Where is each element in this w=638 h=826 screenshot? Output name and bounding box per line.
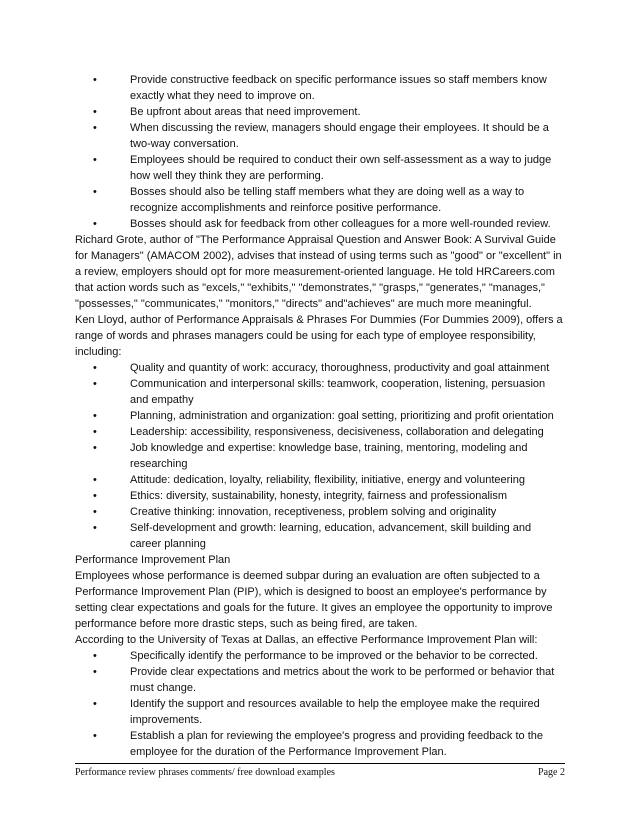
bullet-icon: • <box>93 106 97 118</box>
bullet-icon: • <box>93 362 97 374</box>
section-heading: Performance Improvement Plan <box>75 554 231 566</box>
bullet-icon: • <box>93 650 97 662</box>
lloyd-paragraph: Ken Lloyd, author of Performance Appraisals & Phrases For Dummies (For Dummies 2009), offers a range of words and phrases managers could be using for each type of employee responsibility, including: <box>75 314 563 358</box>
list-item: • Leadership: accessibility, responsiveness, decisiveness, collaboration and delegating <box>93 426 544 438</box>
pip-steps-list <box>75 648 565 760</box>
bullet-icon: • <box>93 410 97 422</box>
list-item: • Creative thinking: innovation, receptiveness, problem solving and originality <box>93 506 497 518</box>
bullet-icon: • <box>93 490 97 502</box>
bullet-icon: • <box>93 522 97 534</box>
list-item: • Be upfront about areas that need improvement. <box>93 106 361 118</box>
bullet-icon: • <box>93 666 97 678</box>
bullet-icon: • <box>93 426 97 438</box>
bullet-icon: • <box>93 442 97 454</box>
bullet-icon: • <box>93 698 97 710</box>
bullet-icon: • <box>93 506 97 518</box>
responsibility-phrases-list <box>75 360 565 552</box>
bullet-icon: • <box>93 474 97 486</box>
list-item: • Specifically identify the performance to be improved or the behavior to be corrected. <box>93 650 538 662</box>
footer-title: Performance review phrases comments/ free download examples <box>75 767 335 778</box>
list-item: • Self-development and growth: learning, education, advancement, skill building and career planning <box>93 522 532 550</box>
bullet-icon: • <box>93 218 97 230</box>
bullet-icon: • <box>93 186 97 198</box>
document-body <box>75 72 565 760</box>
list-item: • Planning, administration and organization: goal setting, prioritizing and profit orientation <box>93 410 554 422</box>
bullet-icon: • <box>93 122 97 134</box>
list-item: • Employees should be required to conduct their own self-assessment as a way to judge how well they think they are performing. <box>93 154 552 182</box>
list-item: • Provide clear expectations and metrics about the work to be performed or behavior that must change. <box>93 666 555 694</box>
list-item: • Attitude: dedication, loyalty, reliability, flexibility, initiative, energy and volunteering <box>93 474 525 486</box>
list-item: • Bosses should ask for feedback from other colleagues for a more well-rounded review. <box>93 218 551 230</box>
list-item: • Identify the support and resources available to help the employee make the required improvements. <box>93 698 540 726</box>
list-item: • Provide constructive feedback on specific performance issues so staff members know exactly what they need to improve on. <box>93 74 547 102</box>
bullet-icon: • <box>93 154 97 166</box>
grote-paragraph: Richard Grote, author of "The Performance Appraisal Question and Answer Book: A Survival Guide for Managers" (AMACOM 2002), advises that instead of using terms such as "good" or "excellent" in a review, employers should opt for more measurement-oriented language. He told HRCareers.com that action words such as "excels," "exhibits," "demonstrates," "grasps," "generates," "manages," "possesses," "communicates," "monitors," "directs" and"achieves" are much more meaningful. <box>75 234 562 310</box>
bullet-icon: • <box>93 730 97 742</box>
list-item: • Establish a plan for reviewing the employee's progress and providing feedback to the employee for the duration of the Performance Improvement Plan. <box>93 730 544 758</box>
page-footer <box>75 763 565 778</box>
list-item: • Communication and interpersonal skills: teamwork, cooperation, listening, persuasion and empathy <box>93 378 546 406</box>
bullet-icon: • <box>93 74 97 86</box>
bullet-icon: • <box>93 378 97 390</box>
page-number: Page 2 <box>538 767 565 778</box>
list-item: • Quality and quantity of work: accuracy, thoroughness, productivity and goal attainment <box>93 362 550 374</box>
utd-paragraph: According to the University of Texas at Dallas, an effective Performance Improvement Plan will: <box>75 634 538 646</box>
pip-paragraph: Employees whose performance is deemed subpar during an evaluation are often subjected to a Performance Improvement Plan (PIP), which is designed to boost an employee's performance by setting clear expectations and goals for the future. It gives an employee the opportunity to improve performance before more drastic steps, such as being fired, are taken. <box>75 570 553 630</box>
list-item: • Bosses should also be telling staff members what they are doing well as a way to recognize accomplishments and reinforce positive performance. <box>93 186 525 214</box>
list-item: • Job knowledge and expertise: knowledge base, training, mentoring, modeling and researching <box>93 442 528 470</box>
feedback-tips-list <box>75 72 565 232</box>
list-item: • When discussing the review, managers should engage their employees. It should be a two-way conversation. <box>93 122 549 150</box>
list-item: • Ethics: diversity, sustainability, honesty, integrity, fairness and professionalism <box>93 490 508 502</box>
